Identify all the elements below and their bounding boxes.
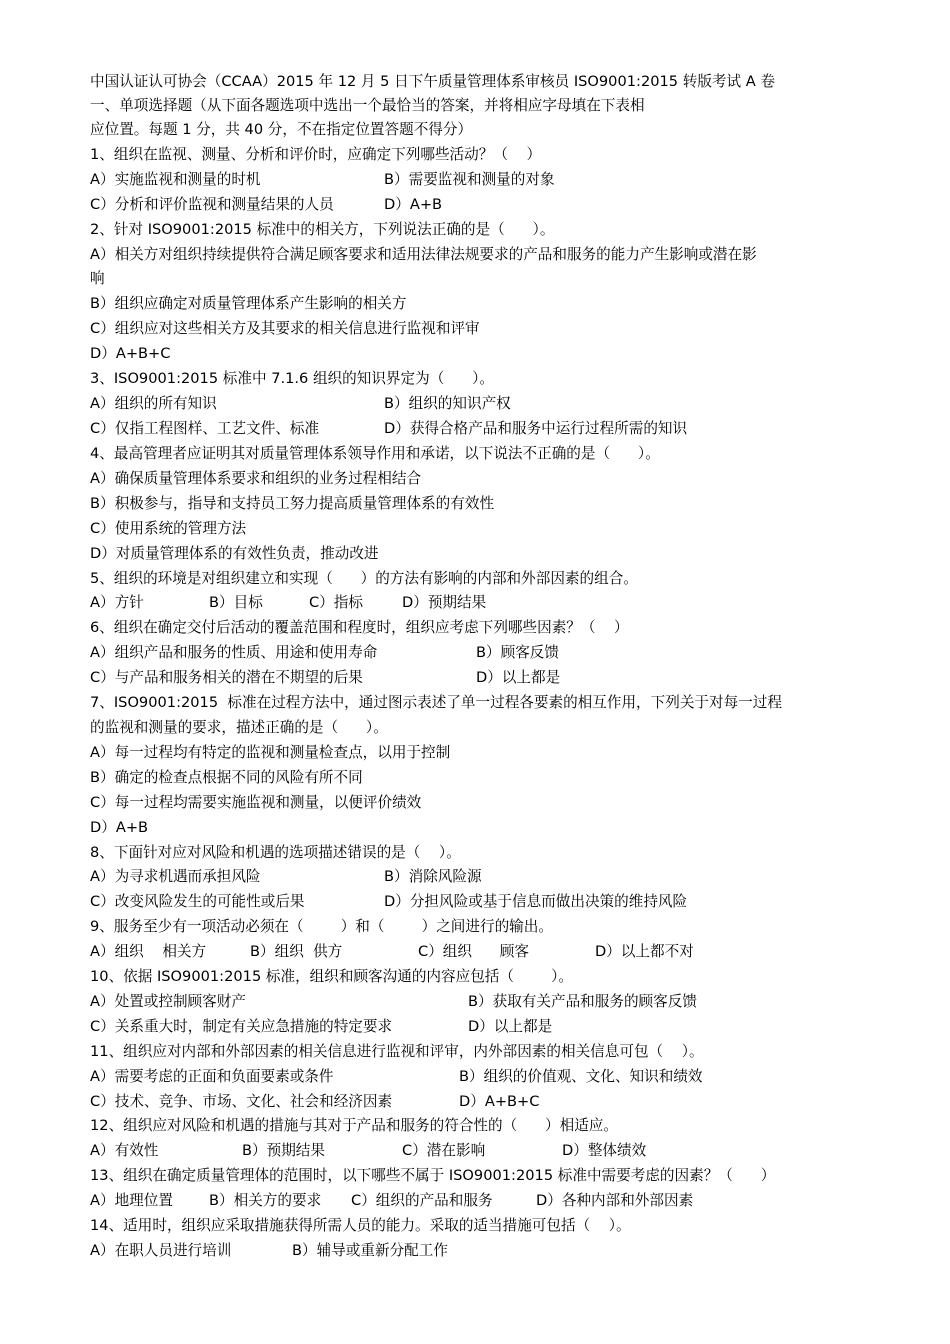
question-1-option-c: C）分析和评价监视和测量结果的人员 (90, 196, 334, 213)
question-10-option-a: A）处置或控制顾客财产 (90, 993, 246, 1010)
question-6-option-d: D）以上都是 (476, 669, 561, 686)
question-1-option-d: D）A+B (384, 196, 443, 213)
question-4-stem: 4、最高管理者应证明其对质量管理体系领导作用和承诺，以下说法不正确的是（ ）。 (90, 445, 660, 462)
question-4-option-d: D）对质量管理体系的有效性负责，推动改进 (90, 545, 379, 562)
question-2-option-a: A）相关方对组织持续提供符合满足顾客要求和适用法律法规要求的产品和服务的能力产生影响或潜在影 (90, 246, 757, 263)
question-8-option-b: B）消除风险源 (384, 868, 482, 885)
question-13-option-a: A）地理位置 (90, 1192, 173, 1209)
question-13-option-c: C）组织的产品和服务 (351, 1192, 493, 1209)
section-heading-line-2: 应位置。每题 1 分，共 40 分，不在指定位置答题不得分） (90, 121, 473, 138)
question-7-option-b: B）确定的检查点根据不同的风险有所不同 (90, 769, 363, 786)
question-13-option-d: D）各种内部和外部因素 (536, 1192, 694, 1209)
question-3-option-d: D）获得合格产品和服务中运行过程所需的知识 (384, 420, 688, 437)
question-1-stem: 1、组织在监视、测量、分析和评价时，应确定下列哪些活动？（ ） (90, 146, 542, 163)
question-10-stem: 10、依据 ISO9001:2015 标准，组织和顾客沟通的内容应包括（ ）。 (90, 968, 573, 985)
question-4-option-c: C）使用系统的管理方法 (90, 520, 247, 537)
question-6-option-c: C）与产品和服务相关的潜在不期望的后果 (90, 669, 363, 686)
question-3-option-a: A）组织的所有知识 (90, 395, 217, 412)
question-12-option-a: A）有效性 (90, 1142, 159, 1159)
question-14-stem: 14、适用时，组织应采取措施获得所需人员的能力。采取的适当措施可包括（ ）。 (90, 1217, 631, 1234)
question-2-option-b: B）组织应确定对质量管理体系产生影响的相关方 (90, 295, 407, 312)
question-14-option-a: A）在职人员进行培训 (90, 1242, 232, 1259)
question-5-option-b: B）目标 (209, 594, 263, 611)
question-11-option-c: C）技术、竞争、市场、文化、社会和经济因素 (90, 1093, 393, 1110)
question-6-stem: 6、组织在确定交付后活动的覆盖范围和程度时，组织应考虑下列哪些因素？（ ） (90, 619, 629, 636)
question-9-option-b: B）组织 供方 (250, 943, 343, 960)
question-9-stem: 9、服务至少有一项活动必须在（ ）和（ ）之间进行的输出。 (90, 918, 553, 935)
question-11-option-b: B）组织的价值观、文化、知识和绩效 (459, 1068, 703, 1085)
question-6-option-b: B）顾客反馈 (476, 644, 559, 661)
question-5-option-a: A）方针 (90, 594, 144, 611)
question-13-option-b: B）相关方的要求 (209, 1192, 322, 1209)
question-11-option-d: D）A+B+C (459, 1093, 540, 1110)
question-8-option-c: C）改变风险发生的可能性或后果 (90, 893, 305, 910)
question-12-option-c: C）潜在影响 (402, 1142, 486, 1159)
question-2-option-a-cont: 响 (90, 270, 105, 287)
question-8-option-d: D）分担风险或基于信息而做出决策的维持风险 (384, 893, 688, 910)
question-10-option-d: D）以上都是 (468, 1018, 553, 1035)
question-10-option-c: C）关系重大时，制定有关应急措施的特定要求 (90, 1018, 393, 1035)
question-2-option-d: D）A+B+C (90, 345, 171, 362)
question-11-option-a: A）需要考虑的正面和负面要素或条件 (90, 1068, 334, 1085)
section-heading-line-1: 一、单项选择题（从下面各题选项中选出一个最恰当的答案，并将相应字母填在下表相 (90, 97, 645, 114)
question-7-option-c: C）每一过程均需要实施监视和测量，以便评价绩效 (90, 794, 422, 811)
question-4-option-b: B）积极参与，指导和支持员工努力提高质量管理体系的有效性 (90, 495, 495, 512)
question-9-option-d: D）以上都不对 (595, 943, 694, 960)
question-7-option-a: A）每一过程均有特定的监视和测量检查点，以用于控制 (90, 744, 451, 761)
question-7-stem-line-1: 7、ISO9001:2015 标准在过程方法中，通过图示表述了单一过程各要素的相互作用，下列关于对每一过程 (90, 694, 782, 711)
question-8-option-a: A）为寻求机遇而承担风险 (90, 868, 261, 885)
question-3-option-c: C）仅指工程图样、工艺文件、标准 (90, 420, 320, 437)
question-4-option-a: A）确保质量管理体系要求和组织的业务过程相结合 (90, 470, 422, 487)
question-5-stem: 5、组织的环境是对组织建立和实现（ ）的方法有影响的内部和外部因素的组合。 (90, 570, 638, 587)
question-8-stem: 8、下面针对应对风险和机遇的选项描述错误的是（ ）。 (90, 844, 461, 861)
question-12-option-d: D）整体绩效 (562, 1142, 647, 1159)
question-3-stem: 3、ISO9001:2015 标准中 7.1.6 组织的知识界定为（ ）。 (90, 370, 495, 387)
question-2-option-c: C）组织应对这些相关方及其要求的相关信息进行监视和评审 (90, 320, 480, 337)
question-1-option-b: B）需要监视和测量的对象 (384, 171, 555, 188)
question-14-option-b: B）辅导或重新分配工作 (292, 1242, 448, 1259)
question-3-option-b: B）组织的知识产权 (384, 395, 511, 412)
question-6-option-a: A）组织产品和服务的性质、用途和使用寿命 (90, 644, 378, 661)
question-5-option-d: D）预期结果 (402, 594, 487, 611)
question-1-option-a: A）实施监视和测量的时机 (90, 171, 261, 188)
question-5-option-c: C）指标 (309, 594, 363, 611)
exam-title: 中国认证认可协会（CCAA）2015 年 12 月 5 日下午质量管理体系审核员 ISO9001:2015 转版考试 A 卷 (90, 73, 775, 90)
question-12-option-b: B）预期结果 (242, 1142, 325, 1159)
question-12-stem: 12、组织应对风险和机遇的措施与其对于产品和服务的符合性的（ ）相适应。 (90, 1117, 619, 1134)
question-7-option-d: D）A+B (90, 819, 149, 836)
question-9-option-c: C）组织 顾客 (418, 943, 529, 960)
question-10-option-b: B）获取有关产品和服务的顾客反馈 (468, 993, 697, 1010)
question-2-stem: 2、针对 ISO9001:2015 标准中的相关方，下列说法正确的是（ ）。 (90, 221, 555, 238)
question-7-stem-line-2: 的监视和测量的要求，描述正确的是（ ）。 (90, 719, 388, 736)
question-9-option-a: A）组织 相关方 (90, 943, 207, 960)
question-13-stem: 13、组织在确定质量管理体的范围时，以下哪些不属于 ISO9001:2015 标准中需要考虑的因素？（ ） (90, 1167, 776, 1184)
question-11-stem: 11、组织应对内部和外部因素的相关信息进行监视和评审，内外部因素的相关信息可包（ ）。 (90, 1043, 704, 1060)
